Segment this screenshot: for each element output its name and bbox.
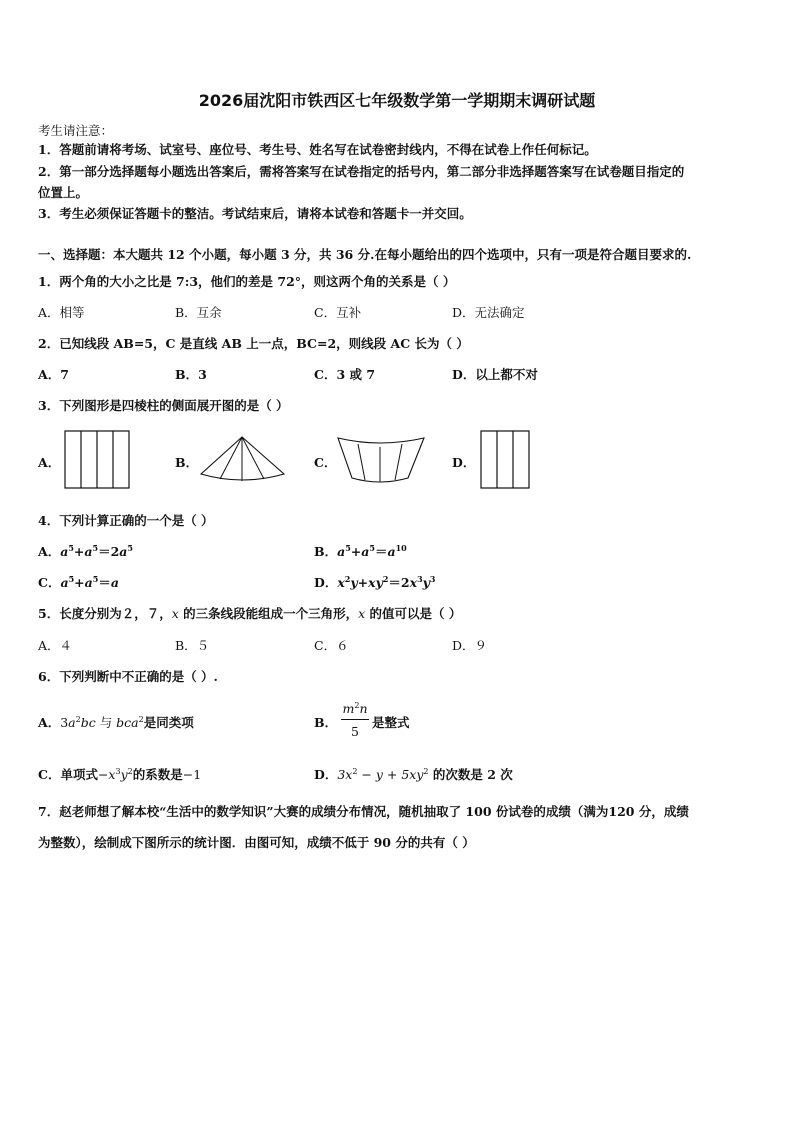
question-3-stem: 3．下列图形是四棱柱的侧面展开图的是（ ） — [38, 398, 289, 413]
notice-item-2: 2．第一部分选择题每小题选出答案后，需将答案写在试卷指定的括号内，第二部分非选择题答案写在试卷题目指定的 — [38, 164, 685, 179]
question-3-option-d[interactable]: D． — [452, 455, 476, 470]
math-exp: 2 — [75, 715, 81, 724]
math-exp: 5 — [127, 543, 133, 553]
question-1-option-d[interactable]: D．无法确定 — [452, 305, 525, 320]
question-4-stem: 4．下列计算正确的一个是（ ） — [38, 513, 214, 528]
question-2-stem: 2．已知线段 AB=5，C 是直线 AB 上一点，BC=2，则线段 AC 长为（ ） — [38, 336, 469, 351]
math-op: + — [357, 575, 369, 590]
math-op: + — [350, 544, 362, 559]
math-var: a — [110, 575, 119, 590]
math-var: bc — [80, 715, 96, 730]
option-label: A． — [38, 715, 61, 730]
math-var: y — [120, 767, 128, 782]
question-7-stem-line-2: 为整数），绘制成下图所示的统计图．由图可知，成绩不低于 90 分的共有（ ） — [38, 835, 475, 850]
question-4-option-d[interactable] — [314, 573, 436, 591]
math-expr: 3x — [337, 767, 353, 782]
question-4-option-c[interactable] — [38, 573, 119, 591]
math-var: n — [359, 701, 368, 716]
question-1-option-a[interactable]: A．相等 — [38, 305, 85, 320]
question-6-option-a[interactable] — [38, 713, 194, 731]
section-heading: 一、选择题：本大题共 12 个小题，每小题 3 分，共 36 分.在每小题给出的四个选项中，只有一项是符合题目要求的. — [38, 247, 692, 262]
notice-heading: 考生请注意： — [38, 123, 114, 138]
math-var: a — [84, 575, 93, 590]
option-text: 的系数是 — [132, 767, 183, 782]
option-label: C．单项式 — [38, 767, 98, 782]
connector-text: 与 — [95, 715, 117, 730]
math-var: bca — [116, 715, 139, 730]
math-var: x — [358, 606, 366, 621]
stem-text: 5．长度分别为２，７， — [38, 606, 172, 621]
math-var: a — [119, 544, 128, 559]
question-5-option-d[interactable]: D．９ — [452, 638, 488, 653]
option-label: C． — [38, 575, 61, 590]
math-exp: 2 — [138, 715, 144, 724]
four-rectangle-strip-figure — [64, 430, 132, 490]
math-op: ＝2 — [388, 575, 410, 590]
option-label: A． — [38, 544, 61, 559]
question-5-stem — [38, 604, 461, 622]
math-exp: 2 — [127, 767, 133, 776]
question-2-option-d[interactable]: D．以上都不对 — [452, 367, 538, 382]
stem-text: 的三条线段能组成一个三角形， — [178, 606, 359, 621]
math-var: a — [60, 575, 69, 590]
question-3-option-c[interactable]: C． — [314, 455, 337, 470]
option-label: B． — [314, 544, 338, 559]
option-label: D． — [314, 575, 338, 590]
question-5-option-a[interactable]: A．４ — [38, 638, 73, 653]
option-text: 的次数是 2 次 — [428, 767, 513, 782]
math-var: y — [350, 575, 358, 590]
math-var: x — [409, 575, 418, 590]
math-var: a — [68, 715, 76, 730]
question-4-option-b[interactable] — [314, 542, 407, 560]
question-3-option-a[interactable]: A． — [38, 455, 61, 470]
question-1-option-b[interactable]: B．互余 — [175, 305, 222, 320]
math-exp: 3 — [417, 574, 423, 584]
notice-item-2-cont: 位置上。 — [38, 185, 89, 200]
math-var: m — [342, 701, 355, 716]
math-var: xy — [368, 575, 383, 590]
notice-item-3: 3．考生必须保证答题卡的整洁。考试结束后，请将本试卷和答题卡一并交回。 — [38, 206, 472, 221]
stem-text: 的值可以是（ ） — [365, 606, 462, 621]
math-exp: 2 — [354, 701, 360, 710]
option-text: 是同类项 — [143, 715, 194, 730]
math-exp: 5 — [68, 543, 74, 553]
question-6-option-c[interactable] — [38, 765, 201, 783]
page-title: 2026届沈阳市铁西区七年级数学第一学期期末调研试题 — [198, 91, 596, 110]
math-exp: 5 — [369, 543, 375, 553]
math-var: y — [422, 575, 430, 590]
math-value: −1 — [182, 767, 202, 782]
math-exp: 2 — [382, 574, 389, 584]
fan-sector-figure — [196, 434, 290, 482]
math-op: + — [74, 575, 85, 590]
question-6-option-b-label[interactable]: B． — [314, 715, 338, 730]
math-op: + — [73, 544, 85, 559]
question-6-stem: 6．下列判断中不正确的是（ ）. — [38, 669, 218, 684]
math-var: x — [171, 606, 179, 621]
math-exp: 2 — [423, 767, 429, 776]
math-exp: 2 — [352, 767, 358, 776]
math-var: a — [387, 544, 396, 559]
question-6-option-d[interactable] — [314, 765, 513, 783]
math-exp: 10 — [395, 543, 407, 553]
math-op: ＝2 — [98, 544, 120, 559]
math-var: a — [361, 544, 370, 559]
math-var: −x — [97, 767, 116, 782]
three-rectangle-strip-figure — [480, 430, 532, 490]
math-exp: 5 — [92, 574, 99, 584]
question-5-option-c[interactable]: C．６ — [314, 638, 349, 653]
question-1-stem: 1．两个角的大小之比是 7:3，他们的差是 72°，则这两个角的关系是（ ） — [38, 274, 456, 289]
math-op: ＝ — [98, 575, 111, 590]
fraction-numerator — [340, 701, 370, 716]
option-label: D． — [314, 767, 338, 782]
math-exp: 5 — [92, 543, 99, 553]
math-exp: 3 — [429, 574, 436, 584]
notice-item-1: 1．答题前请将考场、试室号、座位号、考生号、姓名写在试卷密封线内，不得在试卷上作任何标记。 — [38, 142, 597, 157]
question-3-option-b[interactable]: B． — [175, 455, 199, 470]
frustum-net-figure — [334, 434, 428, 484]
math-var: x — [337, 575, 345, 590]
math-var: a — [337, 544, 346, 559]
question-2-option-b[interactable]: B．3 — [175, 367, 207, 382]
math-op: ＝ — [374, 544, 388, 559]
math-var: a — [60, 544, 69, 559]
math-var: a — [84, 544, 93, 559]
fraction-bar — [341, 719, 369, 720]
math-expr: − y + 5xy — [357, 767, 424, 782]
question-4-option-a[interactable] — [38, 542, 133, 560]
question-2-option-a[interactable]: A．7 — [38, 367, 69, 382]
fraction-denominator: 5 — [351, 724, 359, 739]
math-exp: 3 — [115, 767, 121, 776]
math-exp: 2 — [344, 574, 351, 584]
question-6-option-b-text: 是整式 — [372, 715, 410, 730]
question-2-option-c[interactable]: C．3 或 7 — [314, 367, 376, 382]
math-exp: 5 — [345, 543, 351, 553]
math-exp: 5 — [68, 574, 75, 584]
question-5-option-b[interactable]: B．５ — [175, 638, 210, 653]
math-coef: 3 — [60, 715, 69, 730]
question-1-option-c[interactable]: C．互补 — [314, 305, 362, 320]
question-7-stem-line-1: 7．赵老师想了解本校“生活中的数学知识”大赛的成绩分布情况，随机抽取了 100 份试卷的成绩（满为120 分，成绩 — [38, 804, 689, 819]
